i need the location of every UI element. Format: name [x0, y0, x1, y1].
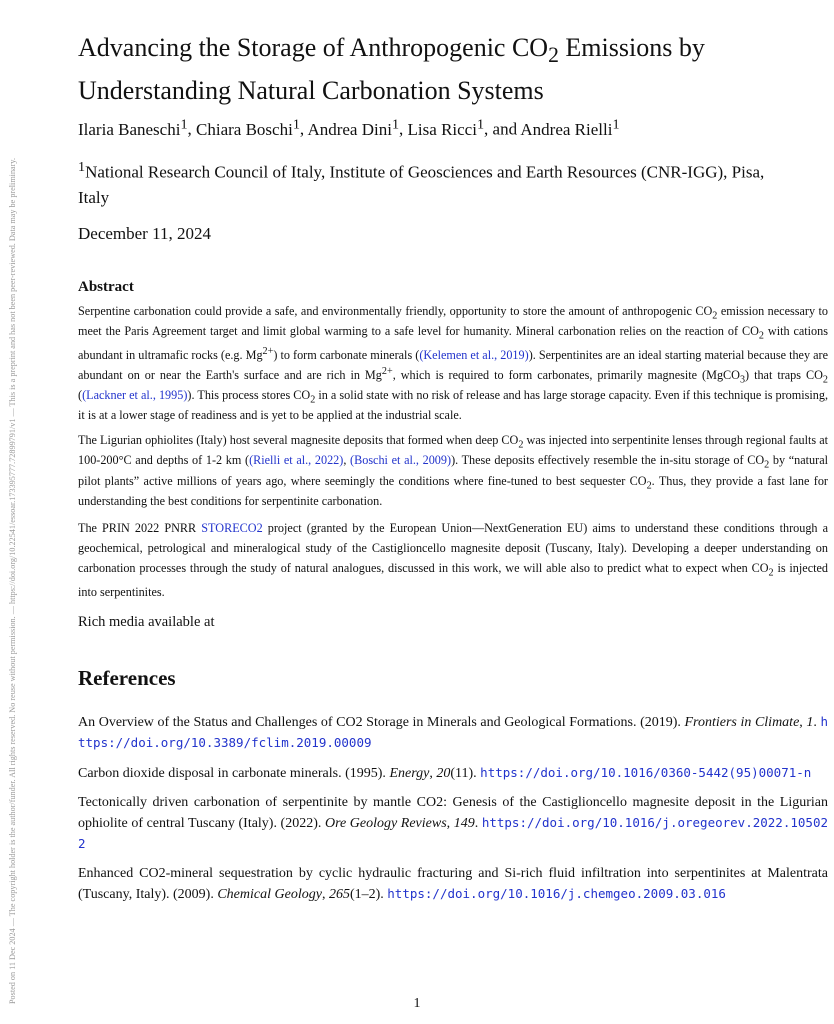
reference-item: An Overview of the Status and Challenges of CO2 Storage in Minerals and Geological Formations. (2019). Frontiers in Climate, 1. https://doi.org/10.3389/fclim.2019.00009 — [78, 714, 828, 750]
doi-link[interactable]: https://doi.org/10.3389/fclim.2019.00009 — [78, 714, 828, 750]
citation-link[interactable]: (Rielli et al., 2022) — [249, 453, 344, 468]
reference-item: Carbon dioxide disposal in carbonate minerals. (1995). Energy, 20(11). https://doi.org/10.1016/0360-5442(95)00071-n — [78, 765, 812, 781]
affiliation — [78, 155, 798, 210]
author: Ilaria Baneschi$^1$ — [78, 116, 188, 139]
author-list: Ilaria Baneschi$^1$, Chiara Boschi$^1$, Andrea Dini$^1$, Lisa Ricci$^1$, and Andrea Rielli$^1$ — [78, 116, 620, 139]
rich-media-note: Rich media available at — [78, 614, 215, 630]
doi-link[interactable]: https://doi.org/10.1016/j.chemgeo.2009.03.016 — [387, 886, 726, 901]
author: Andrea Rielli$^1$ — [520, 116, 620, 139]
abstract-paragraph: The PRIN 2022 PNRR STORECO2 project (granted by the European Union—NextGeneration EU) aims to understand these conditions through a geochemical, petrological and mineralogical study of the Castiglioncello magnesite deposit (Tuscany, Italy). Developing a deeper understanding on carbonation processes through the study of natural analogues, discussed in this work, we will able also to predict what to expect when $CO_2$ is injected into serpentinites. — [78, 521, 829, 599]
side-note-text: Posted on 11 Dec 2024 — The copyright holder is the author/funder. All rights reserved. No reuse without permission. — https://doi.org/10.22541/essoar.173395777.72899791/v1 — This is a preprint and has not been peer-reviewed. Data may be preliminary. — [8, 157, 17, 1004]
title-text-end: Emissions by Understanding Natural Carbonation Systems — [78, 33, 705, 106]
author: Chiara Boschi$^1$ — [196, 116, 300, 139]
reference-item: Enhanced CO2-mineral sequestration by cyclic hydraulic fracturing and Si-rich fluid infiltration into serpentinites at Malentrata (Tuscany, Italy). (2009). Chemical Geology, 265(1–2). https://doi.org/10.1016/j.chemgeo.2009.03.016 — [78, 866, 828, 902]
reference-list — [78, 712, 828, 914]
preprint-side-note — [0, 0, 17, 1024]
abstract-body — [78, 304, 828, 613]
paper-title — [78, 30, 778, 109]
publication-date: December 11, 2024 — [78, 224, 211, 243]
title-text: Advancing the Storage of Anthropogenic CO — [78, 33, 549, 62]
doi-link[interactable]: https://doi.org/10.1016/j.oregeorev.2022.105022 — [78, 815, 828, 851]
author: Lisa Ricci$^1$ — [407, 116, 485, 139]
citation-link[interactable]: (Lackner et al., 1995) — [82, 387, 188, 402]
page-number: 1 — [413, 996, 421, 1011]
reference-item: Tectonically driven carbonation of serpentinite by mantle CO2: Genesis of the Castiglioncello magnesite deposit in the Ligurian ophiolite of central Tuscany (Italy). (2022). Ore Geology Reviews, 149. https://doi.org/10.1016/j.oregeorev.2022.105022 — [78, 795, 828, 851]
citation-link[interactable]: (Boschi et al., 2009) — [350, 453, 452, 468]
title-subscript: 2 — [548, 43, 559, 68]
affiliation-number: 1 — [78, 159, 86, 175]
abstract-paragraph: The Ligurian ophiolites (Italy) host several magnesite deposits that formed when deep $CO_2$ was injected into serpentinite lenses through regional faults at 100-200°C and depths of 1-2 km ((Rielli et al., 2022), (Boschi et al., 2009)). These deposits effectively resemble the in-situ storage of $CO_2$ by “natural pilot plants” active millions of years ago, where seemingly the conditions where fine-tuned to best sequester $CO_2$. Thus, they provide a fast lane for understanding the best conditions for serpentinite carbonation. — [78, 433, 828, 508]
doi-link[interactable]: https://doi.org/10.1016/0360-5442(95)00071-n — [480, 765, 812, 780]
affiliation-text: National Research Council of Italy, Institute of Geosciences and Earth Resources (CNR-IGG), Pisa, Italy — [78, 162, 765, 207]
citation-link[interactable]: (Kelemen et al., 2019) — [419, 348, 529, 363]
references-heading: References — [78, 666, 176, 690]
abstract-heading: Abstract — [78, 279, 134, 295]
abstract-paragraph: Serpentine carbonation could provide a safe, and environmentally friendly, opportunity to store the amount of anthropogenic $CO_2$ emission necessary to meet the Paris Agreement target and limit global warming to a safe level for humanity. Mineral carbonation relies on the reaction of $CO_2$ with cations abundant in ultramafic rocks (e.g. $Mg^{2+}$) to form carbonate minerals ((Kelemen et al., 2019)). Serpentinites are an ideal starting material because they are abundant on or near the Earth's surface and are rich in $Mg^{2+}$, which is required to form carbonates, primarily magnesite (MgCO$_3$) that traps $CO_2$ ((Lackner et al., 1995)). This process stores $CO_2$ in a solid state with no risk of release and has large storage capacity. Even if this technique is promising, it is at a lower stage of readiness and is yet to be applied at the industrial scale. — [78, 304, 829, 422]
storeco2-link[interactable]: STORECO2 — [201, 521, 263, 536]
author: Andrea Dini$^1$ — [307, 116, 400, 139]
